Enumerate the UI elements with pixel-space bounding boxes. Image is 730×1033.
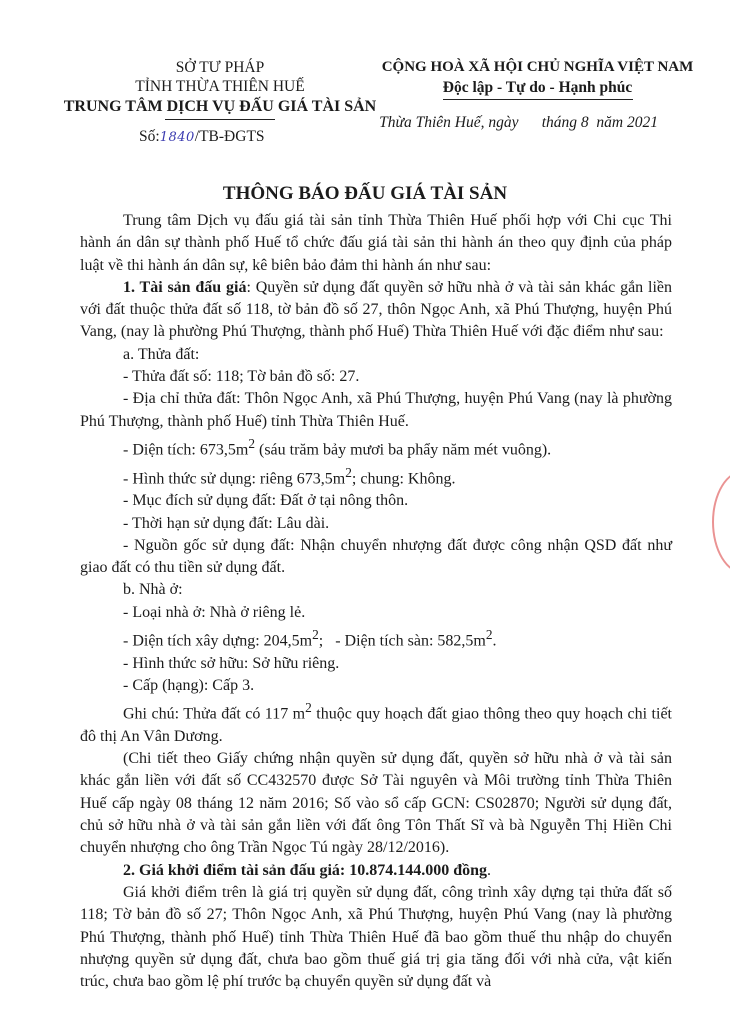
superscript: 2 — [345, 464, 352, 480]
red-seal-fragment — [712, 470, 730, 574]
superscript: 2 — [305, 700, 312, 716]
floor-area-end: . — [492, 632, 497, 650]
area-words: (sáu trăm bảy mươi ba phẩy năm mét vuông). — [254, 441, 552, 459]
org-underline — [165, 119, 275, 120]
document-number — [60, 128, 380, 146]
section-2-text: Giá khởi điểm trên là giá trị quyền sử dụng đất, công trình xây dựng tại thửa đất số 118; Tờ bản đồ số 27; Thôn Ngọc Anh, xã Phú Thượng, huyện Phú Vang (nay là phường Phú Thượng, thành phố Huế) tỉnh Thừa Thiên Huế đã bao gồm thuế thu nhập do chuyển nhượng quyền sử dụng đất, chưa bao gồm thuế giá trị gia tăng đối với nhà cửa, vật kiến trúc, chưa bao gồm lệ phí trước bạ chuyển quyền sử dụng đất và — [80, 883, 672, 991]
org-line-1: SỞ TƯ PHÁP — [175, 59, 265, 76]
issuing-organization — [60, 58, 380, 146]
certificate-detail: (Chi tiết theo Giấy chứng nhận quyền sử dụng đất, quyền sở hữu nhà ở và tài sản khác gắn liền với đất số CC432570 được Sở Tài nguyên và Môi trường tỉnh Thừa Thiên Huế cấp ngày 08 tháng 12 năm 2016; Số vào sổ cấp GCN: CS02870; Người sử dụng đất, chủ sở hữu nhà ở và tài sản gắn liền với đất ông Tôn Thất Sĩ và bà Nguyễn Thị Hiền Chi chuyển nhượng cho ông Trần Ngọc Tú ngày 28/12/2016). — [80, 750, 672, 857]
land-item-5: - Mục đích sử dụng đất: Đất ở tại nông thôn. — [123, 492, 409, 510]
note-paragraph — [80, 697, 672, 748]
land-heading: a. Thửa đất: — [123, 345, 200, 363]
doc-no-handwritten: 1840 — [159, 130, 195, 145]
house-item-4: - Cấp (hạng): Cấp 3. — [123, 676, 255, 694]
land-item-4 — [80, 462, 672, 491]
section-1-heading: 1. Tài sản đấu giá — [123, 278, 247, 296]
doc-no-prefix: Số: — [139, 128, 160, 145]
nation-line-1: CỘNG HOÀ XÃ HỘI CHỦ NGHĨA VIỆT NAM — [381, 59, 694, 75]
land-item-1: - Thửa đất số: 118; Tờ bản đồ số: 27. — [123, 368, 360, 386]
doc-no-suffix: /TB-ĐGTS — [194, 128, 265, 145]
national-header — [370, 58, 705, 132]
house-item-2 — [80, 624, 672, 653]
section-2 — [80, 860, 672, 882]
section-1-text: : Quyền sử dụng đất quyền sở hữu nhà ở và tài sản khác gắn liền với đất thuộc thửa đất số 118, tờ bản đồ số 27, thôn Ngọc Anh, xã Phú Thượng, huyện Phú Vang, (nay là phường Phú Thượng, thành phố Huế) Thừa Thiên Huế với đặc điểm như sau: — [80, 278, 672, 341]
floor-area: ; - Diện tích sàn: 582,5m — [318, 632, 486, 650]
superscript: 2 — [312, 627, 319, 642]
motto-underline — [443, 99, 633, 100]
page-title: THÔNG BÁO ĐẤU GIÁ TÀI SẢN — [222, 183, 508, 204]
intro-paragraph: Trung tâm Dịch vụ đấu giá tài sản tỉnh Thừa Thiên Huế phối hợp với Chi cục Thi hành án dân sự thành phố Huế tổ chức đấu giá tài sản thi hành án theo quy định của pháp luật về thi hành án dân sự, kê biên bảo đảm thi hành án như sau: — [80, 212, 672, 274]
build-area: - Diện tích xây dựng: 204,5m — [123, 632, 313, 650]
section-2-heading: 2. Giá khởi điểm tài sản đấu giá: 10.874.144.000 đồng — [123, 861, 488, 879]
house-heading: b. Nhà ở: — [123, 581, 183, 599]
document-body — [80, 210, 672, 993]
area-text: - Diện tích: 673,5m — [123, 441, 249, 459]
house-item-3: - Hình thức sở hữu: Sở hữu riêng. — [123, 654, 340, 672]
usage-form-text: - Hình thức sử dụng: riêng 673,5m — [123, 469, 346, 487]
usage-form-end: ; chung: Không. — [351, 469, 456, 487]
house-item-1: - Loại nhà ở: Nhà ở riêng lẻ. — [123, 603, 306, 621]
nation-motto: Độc lập - Tự do - Hạnh phúc — [442, 79, 633, 96]
land-item-7: - Nguồn gốc sử dụng đất: Nhận chuyển nhượng đất được công nhận QSD đất như giao đất có thu tiền sử dụng đất. — [80, 536, 672, 577]
land-item-3 — [80, 433, 672, 462]
land-item-6: - Thời hạn sử dụng đất: Lâu dài. — [123, 514, 330, 532]
document-date: Thừa Thiên Huế, ngày tháng 8 năm 2021 — [379, 114, 658, 131]
section-1 — [80, 277, 672, 344]
org-line-3: TRUNG TÂM DỊCH VỤ ĐẤU GIÁ TÀI SẢN — [63, 98, 377, 115]
superscript: 2 — [248, 435, 255, 451]
land-item-2: - Địa chỉ thửa đất: Thôn Ngọc Anh, xã Phú Thượng, huyện Phú Vang (nay là phường Phú Thượng, thành phố Huế) tỉnh Thừa Thiên Huế. — [80, 390, 672, 430]
superscript: 2 — [485, 627, 493, 642]
org-line-2: TỈNH THỪA THIÊN HUẾ — [135, 78, 305, 95]
note-text: Ghi chú: Thửa đất có 117 m — [123, 705, 306, 723]
section-2-end: . — [487, 861, 492, 879]
note-text-end: thuộc quy hoạch đất giao thông theo quy hoạch chi tiết đô thị An Vân Dương. — [80, 705, 672, 745]
